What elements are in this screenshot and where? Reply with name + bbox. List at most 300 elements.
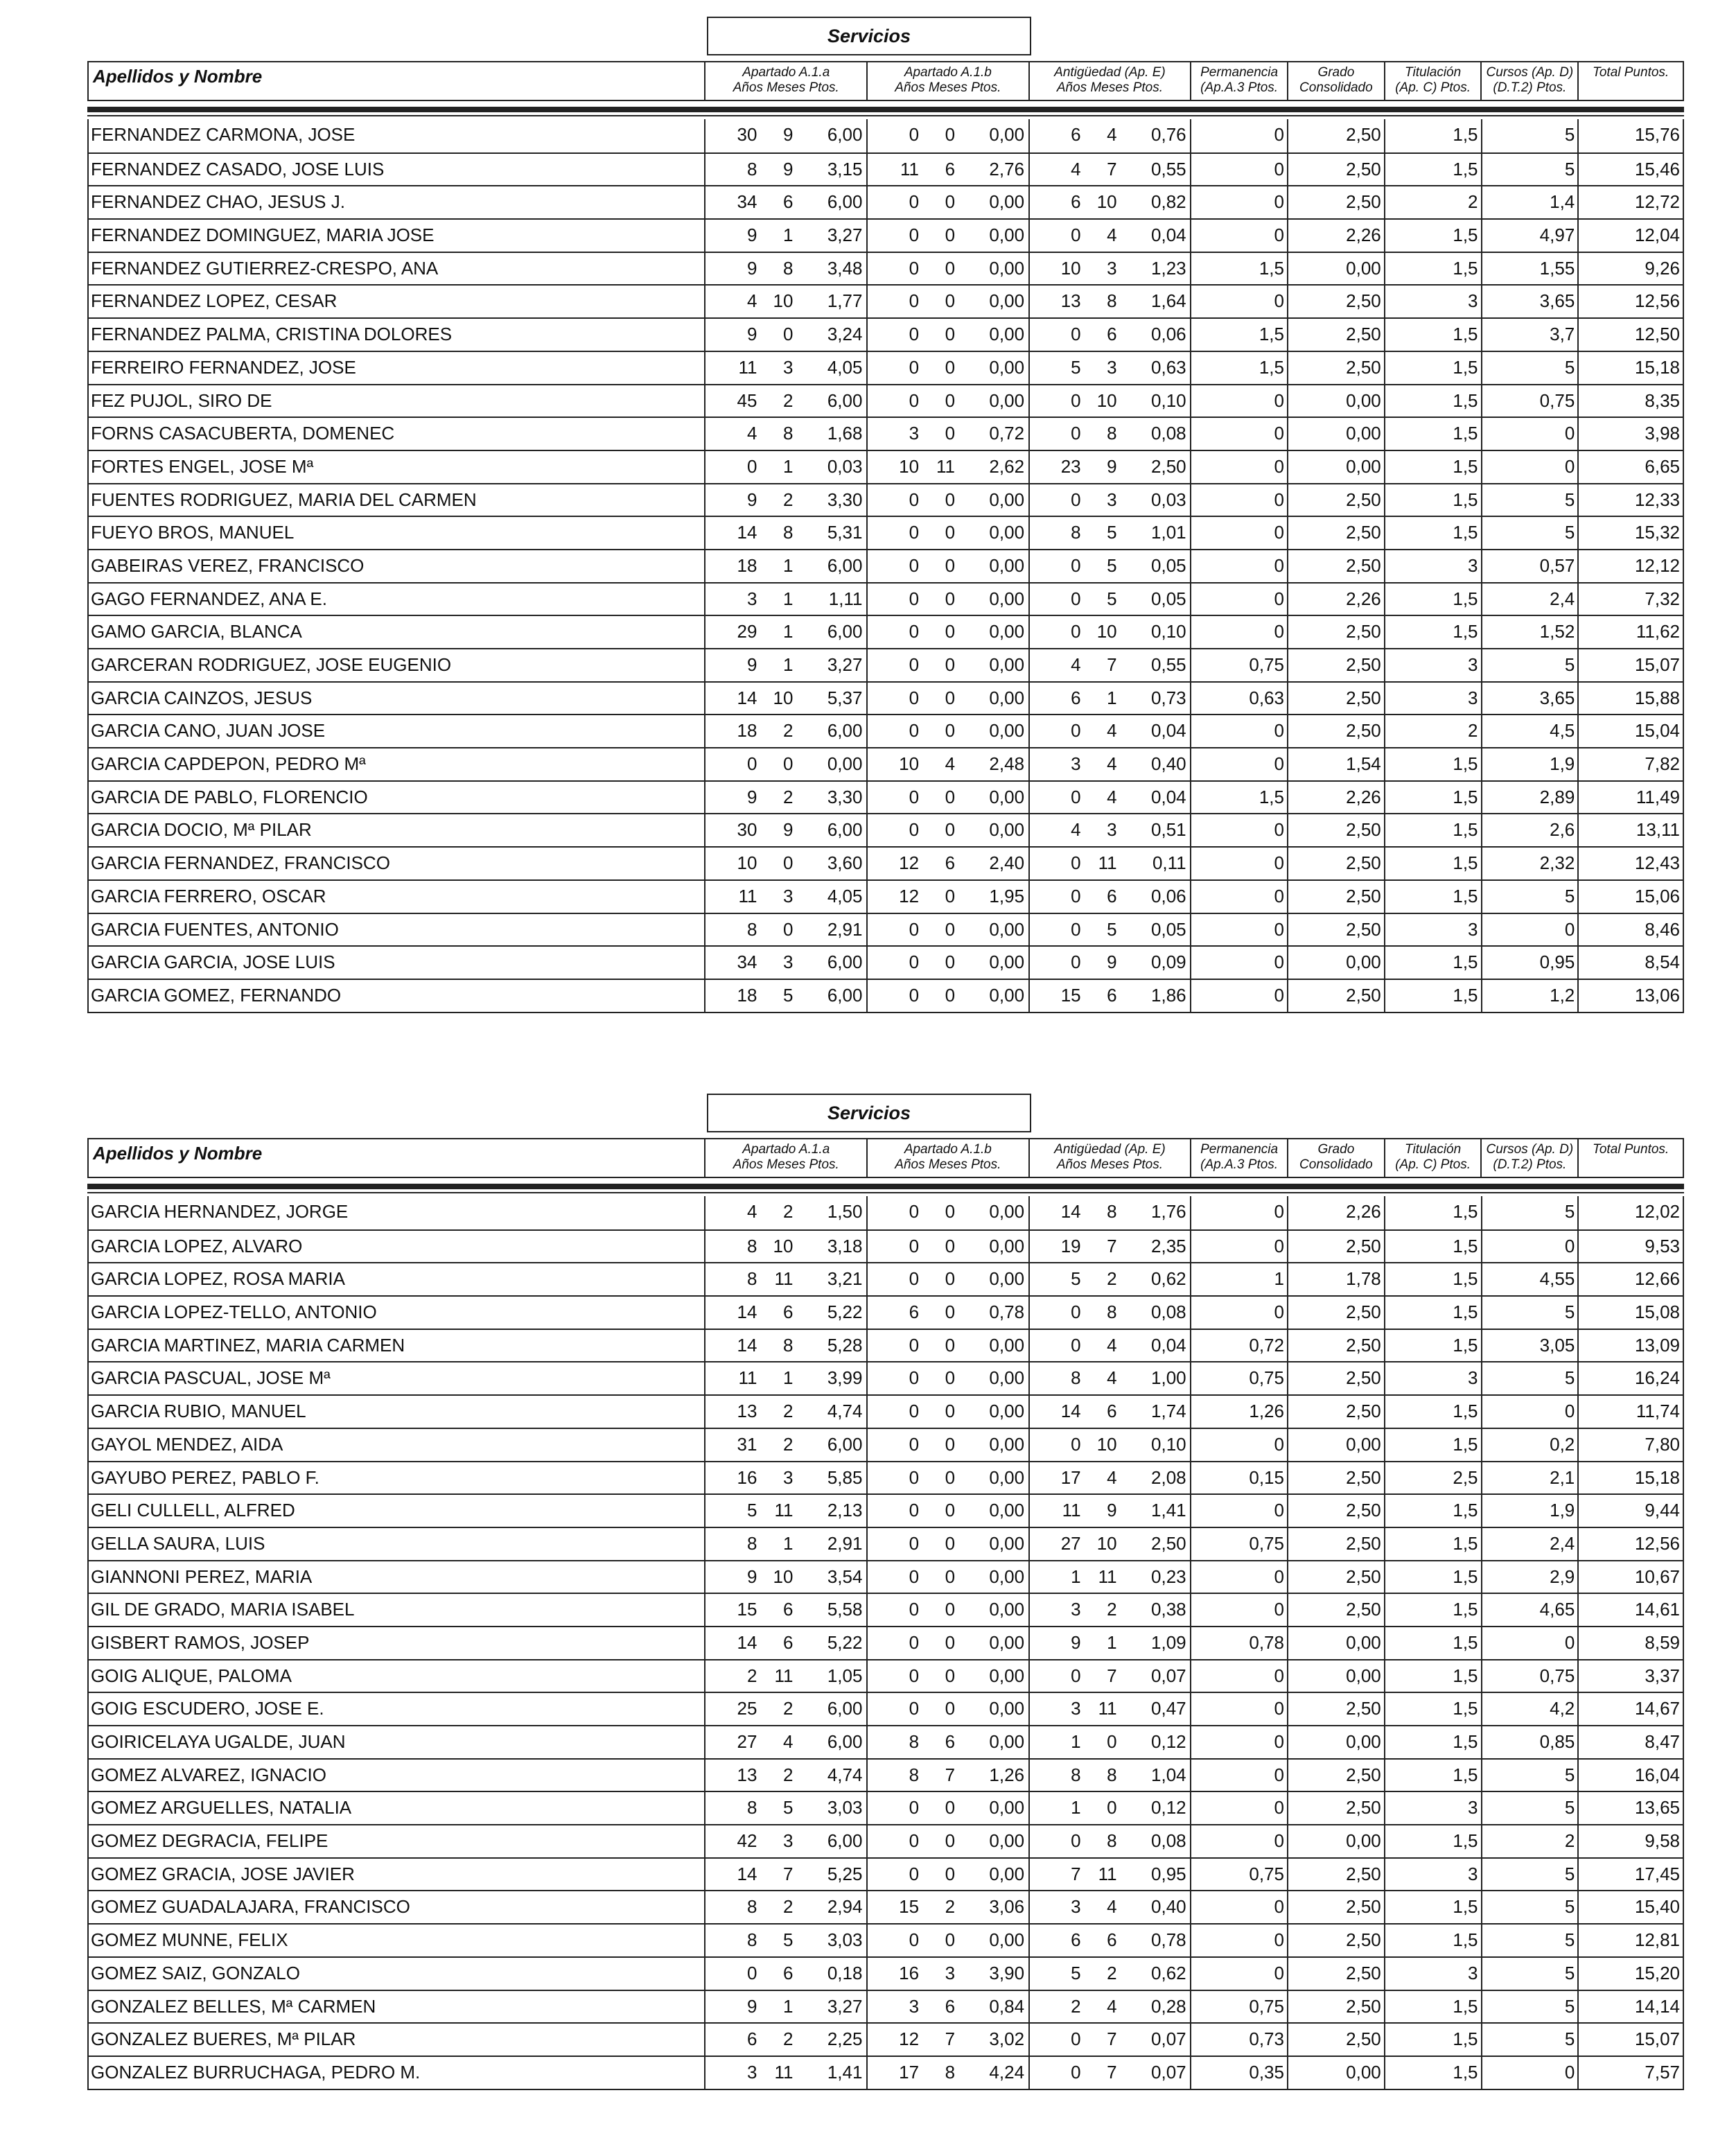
cell-a1b-anos: 0 xyxy=(909,1566,920,1587)
cell-total: 9,53 xyxy=(1645,1235,1681,1256)
cell-grado: 2,50 xyxy=(1288,319,1385,351)
cell-permanencia: 0 xyxy=(1191,1231,1288,1263)
cell-a1b-ptos: 0,00 xyxy=(989,1731,1025,1752)
cell-a1a-anos: 9 xyxy=(746,1995,757,2017)
cell-a1b-anos: 0 xyxy=(909,588,920,609)
cell-a1b-ptos: 0,00 xyxy=(989,489,1025,510)
cell-a1a-anos: 9 xyxy=(746,489,757,510)
cell-a1b-anos: 0 xyxy=(909,1863,920,1884)
cell-grado: 0,00 xyxy=(1288,947,1385,979)
cell-titulacion: 1,5 xyxy=(1385,154,1482,186)
cell-group-a1a xyxy=(705,352,868,384)
cell-cursos: 2 xyxy=(1482,1825,1579,1857)
col-a1b-header: Apartado A.1.b Años Meses Ptos. xyxy=(868,1139,1030,1177)
cell-total: 12,66 xyxy=(1634,1268,1681,1290)
cell-group-antiguedad xyxy=(1030,220,1192,252)
cell-a1b-ptos: 0,00 xyxy=(989,1401,1025,1422)
cell-antiguedad-anos: 13 xyxy=(1060,290,1081,312)
cell-a1b-anos: 0 xyxy=(909,1201,920,1222)
cell-name: GARCIA CAINZOS, JESUS xyxy=(89,683,705,715)
cell-total: 15,76 xyxy=(1634,124,1681,145)
table-row xyxy=(89,846,1683,879)
cell-antiguedad-anos: 0 xyxy=(1071,423,1081,444)
cell-group-antiguedad xyxy=(1030,1330,1192,1362)
cell-a1a-anos: 14 xyxy=(737,1334,757,1356)
cell-group-antiguedad xyxy=(1030,1231,1192,1263)
cell-name: GAGO FERNANDEZ, ANA E. xyxy=(89,584,705,615)
cell-group-a1a xyxy=(705,814,868,846)
cell-group-a1a xyxy=(705,1760,868,1791)
table-body xyxy=(87,1196,1684,2090)
cell-total: 7,80 xyxy=(1645,1433,1681,1455)
cell-permanencia: 0 xyxy=(1191,154,1288,186)
cell-name: GARCIA FERRERO, OSCAR xyxy=(89,881,705,913)
cell-a1a-anos: 45 xyxy=(737,389,757,411)
cell-titulacion: 1,5 xyxy=(1385,1991,1482,2023)
cell-a1a-ptos: 3,54 xyxy=(827,1566,863,1587)
cell-group-antiguedad xyxy=(1030,1891,1192,1923)
cell-cursos: 2,89 xyxy=(1482,782,1579,814)
cell-group-a1b xyxy=(868,1330,1030,1362)
cell-antiguedad-meses: 6 xyxy=(1107,1401,1117,1422)
cell-total: 7,57 xyxy=(1645,2061,1681,2083)
cell-permanencia: 0,35 xyxy=(1191,2057,1288,2089)
cell-total: 15,07 xyxy=(1634,2028,1681,2050)
cell-group-a1a xyxy=(705,550,868,582)
cell-cursos: 0,95 xyxy=(1482,947,1579,979)
cell-a1b-meses: 0 xyxy=(945,885,956,906)
cell-cursos: 2,1 xyxy=(1482,1462,1579,1494)
cell-a1a-meses: 3 xyxy=(782,356,794,378)
cell-total: 12,56 xyxy=(1634,1532,1681,1554)
cell-permanencia: 0 xyxy=(1191,881,1288,913)
cell-group-antiguedad xyxy=(1030,1495,1192,1527)
cell-total: 11,49 xyxy=(1636,786,1681,807)
cell-a1b-meses: 6 xyxy=(945,1731,956,1752)
cell-group-a1b xyxy=(868,385,1030,417)
cell-titulacion: 1,5 xyxy=(1385,253,1482,285)
cell-a1a-anos: 8 xyxy=(746,1532,757,1554)
cell-a1a-anos: 0 xyxy=(746,1962,757,1983)
cell-group-antiguedad xyxy=(1030,253,1192,285)
cell-group-a1a xyxy=(705,914,868,946)
cell-antiguedad-meses: 0 xyxy=(1107,1797,1117,1818)
table-row xyxy=(89,119,1683,152)
cell-a1b-meses: 6 xyxy=(945,852,956,874)
cell-a1b-ptos: 0,00 xyxy=(989,1235,1025,1256)
cell-antiguedad-meses: 4 xyxy=(1107,720,1117,742)
cell-a1a-meses: 11 xyxy=(774,2061,794,2083)
cell-group-a1a xyxy=(705,1396,868,1428)
cell-group-a1b xyxy=(868,2024,1030,2056)
cell-total: 9,44 xyxy=(1645,1500,1681,1521)
cell-antiguedad-meses: 4 xyxy=(1107,1466,1117,1488)
cell-a1b-ptos: 0,00 xyxy=(989,1433,1025,1455)
cell-a1b-meses: 0 xyxy=(945,1201,956,1222)
cell-group-a1a xyxy=(705,319,868,351)
cell-total: 7,32 xyxy=(1645,588,1681,609)
cell-a1a-ptos: 6,00 xyxy=(827,1731,863,1752)
cell-group-a1a xyxy=(705,2057,868,2089)
cell-antiguedad-anos: 3 xyxy=(1071,1698,1081,1719)
cell-antiguedad-meses: 5 xyxy=(1107,588,1117,609)
cell-group-a1a xyxy=(705,1726,868,1758)
table-row xyxy=(89,1394,1683,1428)
cell-grado: 2,50 xyxy=(1288,1462,1385,1494)
cell-titulacion: 1,5 xyxy=(1385,1726,1482,1758)
cell-grado: 2,26 xyxy=(1288,220,1385,252)
col-titulacion-header: Titulación (Ap. C) Ptos. xyxy=(1385,62,1482,100)
cell-permanencia: 0,73 xyxy=(1191,2024,1288,2056)
cell-grado: 2,50 xyxy=(1288,1693,1385,1725)
cell-titulacion: 1,5 xyxy=(1385,1263,1482,1295)
cell-antiguedad-ptos: 0,55 xyxy=(1151,158,1186,179)
cell-name: GARCIA GARCIA, JOSE LUIS xyxy=(89,947,705,979)
cell-antiguedad-meses: 8 xyxy=(1107,1830,1117,1852)
cell-antiguedad-meses: 4 xyxy=(1107,753,1117,775)
cell-grado: 0,00 xyxy=(1288,1660,1385,1692)
cell-total: 8,46 xyxy=(1645,918,1681,940)
cell-cursos: 5 xyxy=(1482,1760,1579,1791)
cell-antiguedad-ptos: 0,03 xyxy=(1151,489,1186,510)
cell-titulacion: 1,5 xyxy=(1385,484,1482,516)
cell-titulacion: 1,5 xyxy=(1385,1594,1482,1626)
cell-antiguedad-ptos: 0,04 xyxy=(1151,1334,1186,1356)
cell-a1b-ptos: 0,00 xyxy=(989,124,1025,145)
cell-cursos: 0 xyxy=(1482,1396,1579,1428)
cell-a1b-ptos: 0,00 xyxy=(989,257,1025,279)
cell-group-antiguedad xyxy=(1030,154,1192,186)
cell-antiguedad-ptos: 0,63 xyxy=(1151,356,1186,378)
cell-group-a1a xyxy=(705,253,868,285)
cell-permanencia: 0 xyxy=(1191,947,1288,979)
cell-titulacion: 2 xyxy=(1385,715,1482,747)
cell-group-a1a xyxy=(705,1495,868,1527)
cell-permanencia: 0 xyxy=(1191,1495,1288,1527)
cell-a1a-anos: 30 xyxy=(737,124,757,145)
cell-total: 16,24 xyxy=(1634,1367,1681,1389)
cell-a1b-meses: 0 xyxy=(945,984,956,1006)
cell-cursos: 3,65 xyxy=(1482,683,1579,715)
cell-a1a-anos: 14 xyxy=(737,1631,757,1653)
table-row xyxy=(89,1990,1683,2023)
cell-antiguedad-anos: 1 xyxy=(1071,1731,1081,1752)
cell-a1b-ptos: 0,00 xyxy=(989,191,1025,213)
cell-antiguedad-ptos: 1,01 xyxy=(1151,522,1186,543)
table-row xyxy=(89,1758,1683,1791)
cell-total: 12,72 xyxy=(1634,191,1681,213)
cell-group-a1a xyxy=(705,848,868,879)
cell-a1b-anos: 0 xyxy=(909,1532,920,1554)
cell-group-a1a xyxy=(705,715,868,747)
cell-permanencia: 0 xyxy=(1191,418,1288,450)
cell-total: 3,37 xyxy=(1645,1665,1681,1686)
cell-group-antiguedad xyxy=(1030,1297,1192,1329)
table-row xyxy=(89,1890,1683,1923)
cell-group-antiguedad xyxy=(1030,1760,1192,1791)
cell-a1a-anos: 34 xyxy=(737,191,757,213)
cell-permanencia: 0,15 xyxy=(1191,1462,1288,1494)
cell-titulacion: 1,5 xyxy=(1385,782,1482,814)
cell-a1b-anos: 0 xyxy=(909,918,920,940)
cell-total: 17,45 xyxy=(1634,1863,1681,1884)
cell-a1a-anos: 9 xyxy=(746,1566,757,1587)
cell-a1a-meses: 5 xyxy=(782,1929,794,1951)
table-row xyxy=(89,1725,1683,1758)
cell-total: 16,04 xyxy=(1634,1764,1681,1785)
cell-antiguedad-ptos: 0,05 xyxy=(1151,918,1186,940)
cell-antiguedad-ptos: 0,23 xyxy=(1151,1566,1186,1587)
cell-total: 15,20 xyxy=(1634,1962,1681,1983)
cell-a1b-meses: 0 xyxy=(945,1665,956,1686)
cell-permanencia: 1,5 xyxy=(1191,352,1288,384)
table-row xyxy=(89,1229,1683,1263)
cell-cursos: 3,65 xyxy=(1482,286,1579,317)
table-row xyxy=(89,450,1683,483)
cell-total: 8,47 xyxy=(1645,1731,1681,1752)
cell-a1a-meses: 6 xyxy=(782,1599,794,1620)
cell-a1b-ptos: 2,62 xyxy=(989,455,1025,477)
cell-group-a1a xyxy=(705,782,868,814)
cell-a1a-anos: 27 xyxy=(737,1731,757,1752)
cell-total: 15,18 xyxy=(1634,1466,1681,1488)
cell-a1a-ptos: 1,11 xyxy=(828,588,863,609)
cell-a1a-ptos: 6,00 xyxy=(827,389,863,411)
cell-antiguedad-meses: 4 xyxy=(1107,1334,1117,1356)
header-rule-thin xyxy=(87,1192,1684,1193)
cell-a1a-anos: 4 xyxy=(746,290,757,312)
cell-cursos: 0,57 xyxy=(1482,550,1579,582)
cell-total: 13,06 xyxy=(1634,984,1681,1006)
table-row xyxy=(89,1262,1683,1295)
table-row xyxy=(89,979,1683,1012)
cell-a1b-anos: 0 xyxy=(909,687,920,708)
cell-a1a-ptos: 6,00 xyxy=(827,984,863,1006)
cell-group-a1b xyxy=(868,550,1030,582)
cell-a1a-anos: 3 xyxy=(746,588,757,609)
cell-titulacion: 1,5 xyxy=(1385,1891,1482,1923)
cell-a1a-ptos: 2,94 xyxy=(827,1896,863,1918)
cell-antiguedad-anos: 0 xyxy=(1071,1433,1081,1455)
cell-permanencia: 0,75 xyxy=(1191,1859,1288,1891)
cell-group-antiguedad xyxy=(1030,914,1192,946)
cell-group-a1a xyxy=(705,1991,868,2023)
table-row xyxy=(89,879,1683,913)
cell-group-a1b xyxy=(868,1594,1030,1626)
cell-group-a1b xyxy=(868,947,1030,979)
cell-antiguedad-meses: 3 xyxy=(1107,489,1117,510)
cell-cursos: 1,9 xyxy=(1482,748,1579,780)
cell-group-a1b xyxy=(868,418,1030,450)
table-row xyxy=(89,1295,1683,1329)
cell-antiguedad-ptos: 2,35 xyxy=(1151,1235,1186,1256)
cell-titulacion: 1,5 xyxy=(1385,1396,1482,1428)
cell-grado: 2,50 xyxy=(1288,1891,1385,1923)
cell-a1b-meses: 6 xyxy=(945,1995,956,2017)
cell-cursos: 4,97 xyxy=(1482,220,1579,252)
cell-permanencia: 0 xyxy=(1191,286,1288,317)
cell-a1b-meses: 0 xyxy=(945,918,956,940)
cell-cursos: 5 xyxy=(1482,1362,1579,1394)
cell-a1a-meses: 2 xyxy=(782,1698,794,1719)
cell-grado: 2,50 xyxy=(1288,1561,1385,1593)
cell-name: GARCIA HERNANDEZ, JORGE xyxy=(89,1196,705,1229)
cell-a1a-meses: 2 xyxy=(782,1896,794,1918)
table-row xyxy=(89,2056,1683,2089)
cell-titulacion: 1,5 xyxy=(1385,2024,1482,2056)
cell-a1b-anos: 0 xyxy=(909,819,920,841)
cell-antiguedad-anos: 6 xyxy=(1071,687,1081,708)
cell-titulacion: 1,5 xyxy=(1385,1660,1482,1692)
cell-permanencia: 0,78 xyxy=(1191,1627,1288,1659)
cell-a1b-ptos: 0,00 xyxy=(989,687,1025,708)
cell-group-a1b xyxy=(868,1627,1030,1659)
cell-total: 12,50 xyxy=(1634,324,1681,345)
cell-a1b-ptos: 0,00 xyxy=(989,654,1025,675)
cell-a1a-ptos: 5,37 xyxy=(827,687,863,708)
cell-name: GELI CULLELL, ALFRED xyxy=(89,1495,705,1527)
cell-group-antiguedad xyxy=(1030,683,1192,715)
table-row xyxy=(89,1329,1683,1362)
cell-antiguedad-anos: 15 xyxy=(1060,984,1081,1006)
cell-antiguedad-anos: 9 xyxy=(1071,1631,1081,1653)
cell-group-antiguedad xyxy=(1030,947,1192,979)
cell-grado: 0,00 xyxy=(1288,1627,1385,1659)
cell-group-a1a xyxy=(705,1891,868,1923)
cell-antiguedad-ptos: 0,12 xyxy=(1151,1797,1186,1818)
cell-antiguedad-anos: 6 xyxy=(1071,124,1081,145)
cell-group-a1a xyxy=(705,584,868,615)
cell-total: 10,67 xyxy=(1634,1566,1681,1587)
table-row xyxy=(89,1560,1683,1593)
cell-grado: 0,00 xyxy=(1288,253,1385,285)
cell-a1a-ptos: 4,05 xyxy=(827,356,863,378)
cell-group-a1a xyxy=(705,1263,868,1295)
cell-group-a1b xyxy=(868,286,1030,317)
cell-group-a1b xyxy=(868,186,1030,218)
cell-antiguedad-ptos: 0,62 xyxy=(1151,1268,1186,1290)
cell-a1b-meses: 0 xyxy=(945,1532,956,1554)
cell-titulacion: 1,5 xyxy=(1385,1925,1482,1956)
cell-a1a-anos: 14 xyxy=(737,1863,757,1884)
cell-antiguedad-ptos: 0,10 xyxy=(1151,621,1186,642)
cell-group-antiguedad xyxy=(1030,1825,1192,1857)
cell-a1a-anos: 4 xyxy=(746,423,757,444)
table-row xyxy=(89,1461,1683,1494)
cell-antiguedad-meses: 1 xyxy=(1107,1631,1117,1653)
cell-group-a1a xyxy=(705,1693,868,1725)
cell-group-antiguedad xyxy=(1030,186,1192,218)
cell-group-a1b xyxy=(868,1726,1030,1758)
cell-cursos: 2,9 xyxy=(1482,1561,1579,1593)
table-row xyxy=(89,1626,1683,1659)
cell-a1b-anos: 15 xyxy=(899,1896,920,1918)
cell-titulacion: 3 xyxy=(1385,550,1482,582)
cell-group-a1a xyxy=(705,2024,868,2056)
cell-a1a-anos: 9 xyxy=(746,786,757,807)
servicios-header: Servicios xyxy=(707,1094,1031,1132)
cell-permanencia: 0 xyxy=(1191,1660,1288,1692)
cell-antiguedad-ptos: 0,76 xyxy=(1151,124,1186,145)
cell-a1b-ptos: 0,00 xyxy=(989,1830,1025,1852)
cell-a1b-anos: 0 xyxy=(909,290,920,312)
cell-antiguedad-meses: 10 xyxy=(1096,1532,1117,1554)
cell-a1b-meses: 0 xyxy=(945,1367,956,1389)
cell-a1b-anos: 0 xyxy=(909,1500,920,1521)
cell-a1a-ptos: 6,00 xyxy=(827,1698,863,1719)
cell-name: GOIG ESCUDERO, JOSE E. xyxy=(89,1693,705,1725)
cell-group-a1a xyxy=(705,1958,868,1990)
cell-a1b-ptos: 3,02 xyxy=(989,2028,1025,2050)
table-row xyxy=(89,1593,1683,1626)
cell-antiguedad-ptos: 0,06 xyxy=(1151,324,1186,345)
cell-antiguedad-anos: 0 xyxy=(1071,2061,1081,2083)
cell-a1a-ptos: 3,99 xyxy=(827,1367,863,1389)
cell-a1a-meses: 1 xyxy=(782,1995,794,2017)
cell-group-a1a xyxy=(705,186,868,218)
cell-permanencia: 0,75 xyxy=(1191,1362,1288,1394)
cell-titulacion: 1,5 xyxy=(1385,1196,1482,1229)
table-row xyxy=(89,1196,1683,1229)
cell-antiguedad-anos: 8 xyxy=(1071,1367,1081,1389)
cell-group-a1a xyxy=(705,385,868,417)
cell-a1b-meses: 0 xyxy=(945,1334,956,1356)
cell-group-antiguedad xyxy=(1030,1660,1192,1692)
cell-a1a-meses: 0 xyxy=(782,852,794,874)
cell-titulacion: 1,5 xyxy=(1385,1825,1482,1857)
cell-antiguedad-ptos: 0,55 xyxy=(1151,654,1186,675)
cell-permanencia: 0 xyxy=(1191,1792,1288,1824)
table-row xyxy=(89,1361,1683,1394)
cell-grado: 2,26 xyxy=(1288,782,1385,814)
cell-antiguedad-anos: 0 xyxy=(1071,389,1081,411)
cell-grado: 2,50 xyxy=(1288,1792,1385,1824)
cell-a1a-anos: 2 xyxy=(746,1665,757,1686)
cell-antiguedad-anos: 19 xyxy=(1060,1235,1081,1256)
cell-a1b-ptos: 0,84 xyxy=(989,1995,1025,2017)
cell-a1b-anos: 0 xyxy=(909,1235,920,1256)
cell-antiguedad-anos: 0 xyxy=(1071,952,1081,973)
cell-antiguedad-ptos: 0,38 xyxy=(1151,1599,1186,1620)
cell-a1b-anos: 0 xyxy=(909,554,920,576)
cell-grado: 2,50 xyxy=(1288,1958,1385,1990)
cell-group-a1b xyxy=(868,715,1030,747)
cell-cursos: 5 xyxy=(1482,1991,1579,2023)
cell-antiguedad-anos: 4 xyxy=(1071,654,1081,675)
cell-antiguedad-anos: 7 xyxy=(1071,1863,1081,1884)
cell-group-antiguedad xyxy=(1030,584,1192,615)
cell-group-a1b xyxy=(868,1792,1030,1824)
cell-a1b-meses: 0 xyxy=(945,1500,956,1521)
cell-cursos: 5 xyxy=(1482,1891,1579,1923)
cell-a1b-meses: 0 xyxy=(945,1599,956,1620)
cell-total: 12,43 xyxy=(1634,852,1681,874)
cell-titulacion: 1,5 xyxy=(1385,980,1482,1012)
cell-a1b-anos: 0 xyxy=(909,1830,920,1852)
cell-antiguedad-ptos: 0,62 xyxy=(1151,1962,1186,1983)
cell-a1a-ptos: 1,41 xyxy=(827,2061,863,2083)
cell-titulacion: 1,5 xyxy=(1385,616,1482,648)
cell-group-a1a xyxy=(705,1528,868,1560)
cell-total: 15,18 xyxy=(1634,356,1681,378)
cell-group-a1b xyxy=(868,1991,1030,2023)
cell-antiguedad-meses: 6 xyxy=(1107,1929,1117,1951)
cell-name: GARCIA DE PABLO, FLORENCIO xyxy=(89,782,705,814)
cell-titulacion: 3 xyxy=(1385,1859,1482,1891)
cell-group-antiguedad xyxy=(1030,1925,1192,1956)
cell-total: 13,65 xyxy=(1634,1797,1681,1818)
cell-group-antiguedad xyxy=(1030,1958,1192,1990)
